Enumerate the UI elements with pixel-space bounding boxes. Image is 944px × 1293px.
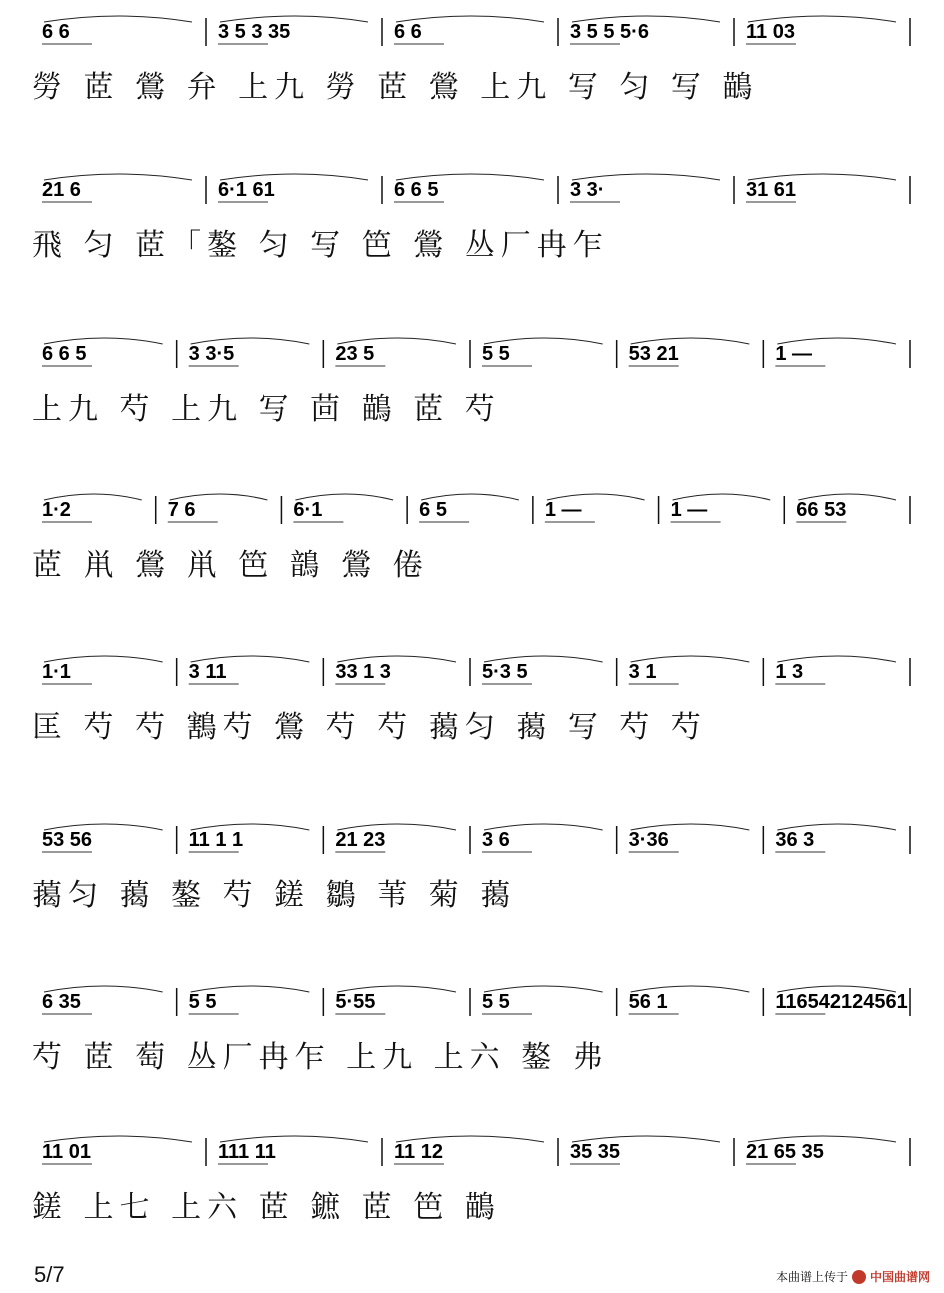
score-row	[0, 478, 944, 628]
measure-notes: 5·3 5	[482, 661, 528, 683]
measure-notes: 1·1	[42, 661, 71, 683]
tablature-line: 芍 茝 萄 丛厂冉乍 上九 上六 鏊 弗	[32, 1040, 609, 1075]
tablature-line: 匡 芍 芍 鶷芍 鶯 芍 芍 䔾匀 䔾 写 芍 芍	[32, 710, 707, 745]
measure-notes: 3 6	[482, 829, 510, 851]
notation-line	[32, 984, 912, 1024]
notation-line	[32, 822, 912, 862]
site-logo-icon	[852, 1270, 866, 1284]
notation-line	[32, 492, 912, 532]
score-row	[0, 1120, 944, 1270]
notation-line	[32, 336, 912, 376]
page-number: 5/7	[34, 1262, 65, 1287]
measure-notes: 6·1	[293, 499, 323, 521]
tablature-line: 茝 鼡 鶯 鼡 笆 鶕 鶯 倦	[32, 548, 429, 583]
score-row	[0, 640, 944, 790]
measure-notes: 6 5	[419, 499, 447, 521]
measure-notes: 21 23	[335, 829, 386, 851]
measure-notes: 11 1 1	[188, 829, 244, 851]
tablature-line: 䔾匀 䔾 鏊 芍 鎈 鶵 苇 菊 䔾	[32, 878, 517, 913]
measure-notes: 111 11	[218, 1141, 276, 1163]
tablature-line: 飛 匀 茝「鏊 匀 写 笆 鶯 丛厂冉乍	[32, 228, 609, 263]
measure-notes: 66 53	[796, 499, 847, 521]
measure-notes: 5 5	[482, 343, 510, 365]
measure-notes: 1·2	[42, 499, 71, 521]
measure-notes: 31 61	[746, 179, 797, 201]
tablature-line: 上九 芍 上九 写 茴 鶓 茝 芍	[32, 392, 501, 427]
measure-notes: 3 5 3 35	[218, 21, 291, 43]
measure-notes: 11 12	[394, 1141, 443, 1163]
measure-notes: 6 6 5	[42, 343, 87, 365]
score-row	[0, 158, 944, 308]
measure-notes: 6 6	[42, 21, 70, 43]
measure-notes: 3 1	[628, 661, 657, 683]
measure-notes: 6·1 61	[218, 179, 275, 201]
measure-notes: 36 3	[775, 829, 815, 851]
measure-notes: 5 5	[482, 991, 510, 1013]
site-name: 中国曲谱网	[869, 1270, 930, 1284]
measure-notes: 11 03	[746, 21, 795, 43]
score-row	[0, 970, 944, 1120]
measure-notes: 1 3	[775, 661, 804, 683]
measure-notes: 6 6 5	[394, 179, 439, 201]
notation-line	[32, 14, 912, 54]
measure-notes: 1 —	[670, 499, 708, 521]
measure-notes: 21 65 35	[746, 1141, 824, 1163]
measure-notes: 1 —	[775, 343, 813, 365]
measure-notes: 23 5	[335, 343, 375, 365]
measure-notes: 5 5	[188, 991, 217, 1013]
measure-notes: 116542124561	[775, 991, 908, 1013]
measure-notes: 1 —	[544, 499, 582, 521]
score-row	[0, 808, 944, 958]
notation-line	[32, 1134, 912, 1174]
score-row	[0, 0, 944, 150]
measure-notes: 3 3·5	[188, 343, 235, 365]
measure-notes: 33 1 3	[335, 661, 391, 683]
measure-notes: 35 35	[570, 1141, 621, 1163]
measure-notes: 53 56	[42, 829, 93, 851]
measure-notes: 6 35	[42, 991, 81, 1013]
measure-notes: 7 6	[167, 499, 196, 521]
tablature-line: 鎈 上七 上六 茝 鏣 茝 笆 鶓	[32, 1190, 501, 1225]
measure-notes: 56 1	[628, 991, 668, 1013]
measure-notes: 21 6	[42, 179, 81, 201]
notation-line	[32, 654, 912, 694]
measure-notes: 3 5 5 5·6	[570, 21, 649, 43]
measure-notes: 5·55	[335, 991, 376, 1013]
credit-text: 本曲谱上传于	[775, 1270, 848, 1284]
measure-notes: 11 01	[42, 1141, 91, 1163]
tablature-line: 勞 茝 鶯 弁 上九 勞 茝 鶯 上九 写 匀 写 鶓	[32, 70, 759, 105]
score-row	[0, 322, 944, 472]
notation-line	[32, 172, 912, 212]
measure-notes: 6 6	[394, 21, 422, 43]
measure-notes: 3·36	[628, 829, 669, 851]
measure-notes: 3 3·	[570, 179, 605, 201]
upload-credit	[776, 1268, 930, 1285]
measure-notes: 3 11	[188, 661, 227, 683]
measure-notes: 53 21	[628, 343, 679, 365]
